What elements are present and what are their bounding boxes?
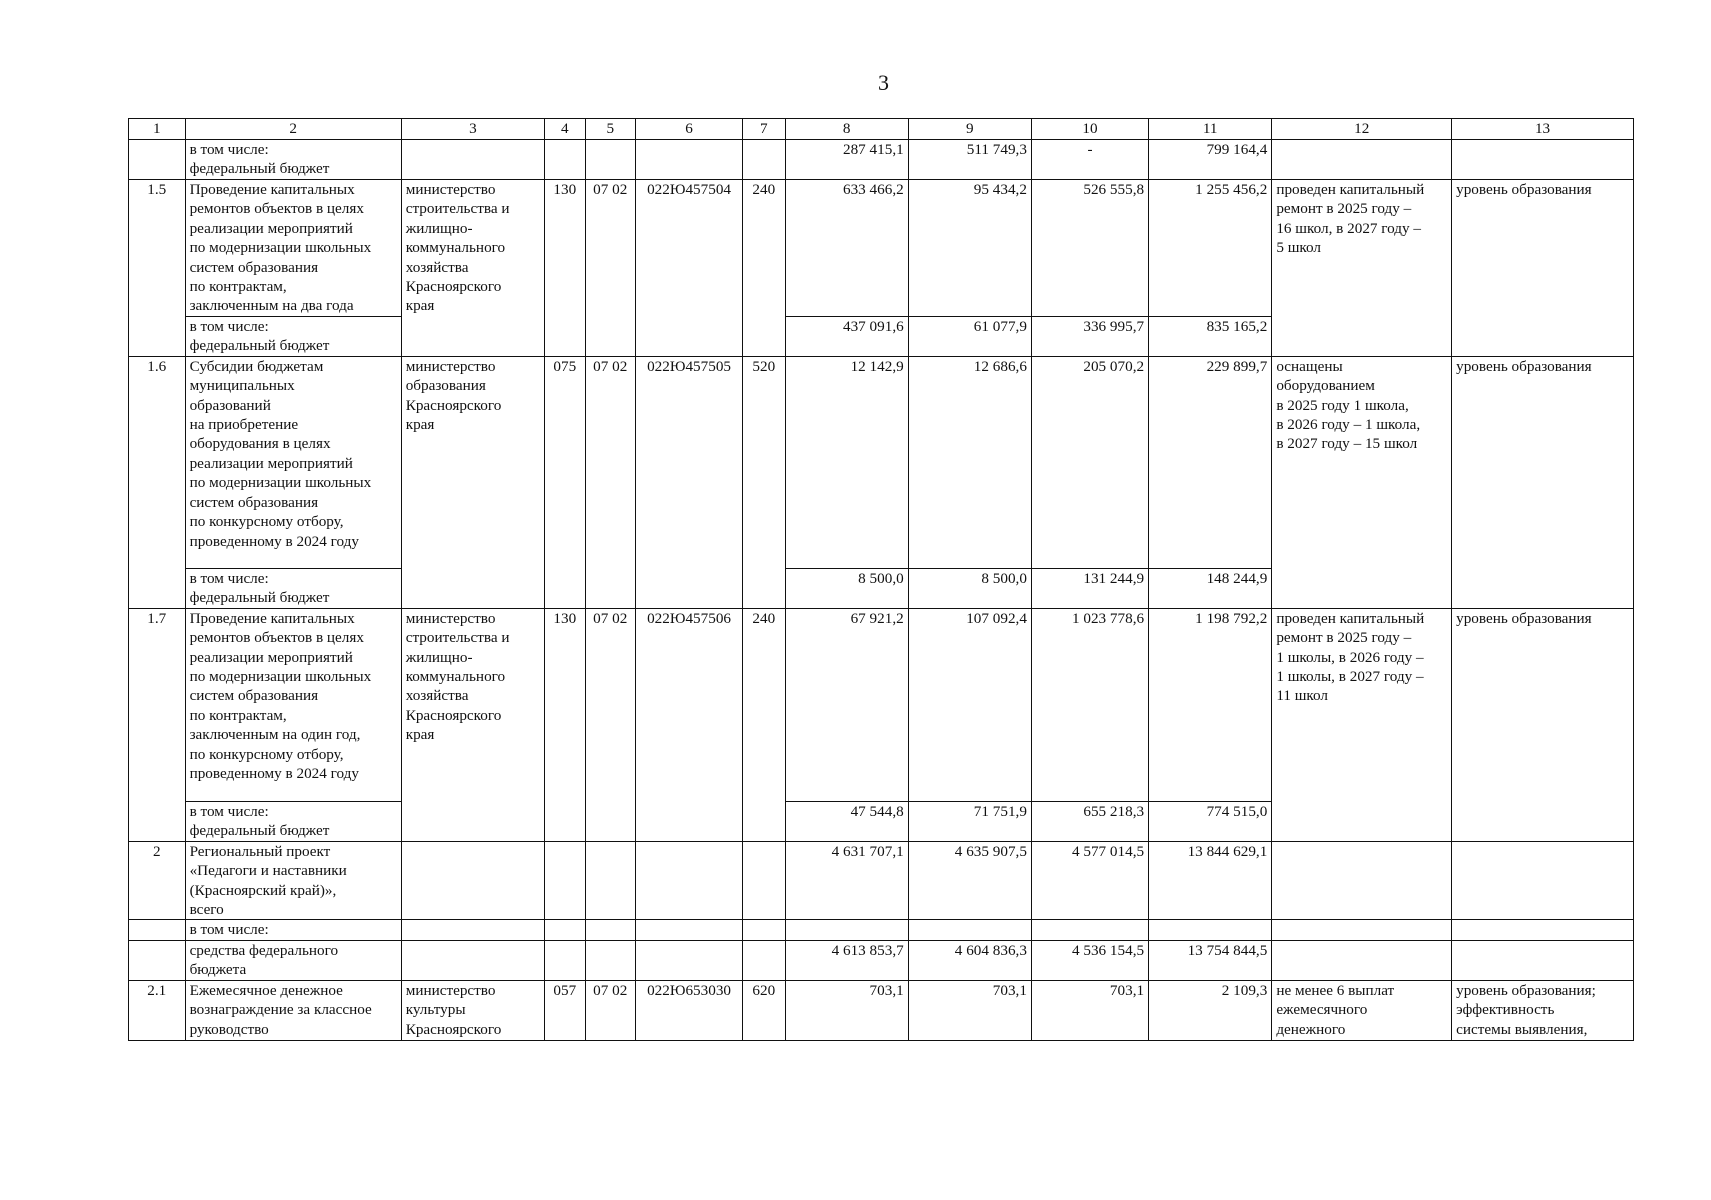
value-2026: 8 500,0: [908, 568, 1031, 608]
expected-result: проведен капитальный ремонт в 2025 году – 1 школы, в 2026 году – 1 школы, в 2027 году – 11 школ: [1272, 608, 1452, 841]
code-col4: 075: [545, 356, 585, 608]
code-col7: 240: [743, 180, 785, 357]
value-2026: 12 686,6: [908, 356, 1031, 568]
row-label: средства федерального бюджета: [185, 940, 401, 980]
expected-result: оснащены оборудованием в 2025 году 1 школа, в 2026 году – 1 школа, в 2027 году – 15 школ: [1272, 356, 1452, 608]
code-col5: 07 02: [585, 356, 636, 608]
row-number: 2: [129, 841, 186, 920]
value-2025: 437 091,6: [785, 316, 908, 356]
table-row: [129, 980, 1634, 1040]
value-2027: 4 577 014,5: [1031, 841, 1148, 920]
indicator: уровень образования: [1452, 356, 1634, 608]
column-number: 8: [785, 119, 908, 140]
column-number: 12: [1272, 119, 1452, 140]
value-2027: 703,1: [1031, 980, 1148, 1040]
value-2025: 4 631 707,1: [785, 841, 908, 920]
expected-result: проведен капитальный ремонт в 2025 году – 16 школ, в 2027 году – 5 школ: [1272, 180, 1452, 357]
code-col4: 057: [545, 980, 585, 1040]
ministry: министерство культуры Красноярского: [401, 980, 544, 1040]
column-number: 2: [185, 119, 401, 140]
value-2027: 131 244,9: [1031, 568, 1148, 608]
column-number: 4: [545, 119, 585, 140]
column-number: 6: [636, 119, 743, 140]
value-2025: 287 415,1: [785, 140, 908, 180]
value-2027: 655 218,3: [1031, 801, 1148, 841]
indicator: уровень образования: [1452, 608, 1634, 841]
value-total: 835 165,2: [1149, 316, 1272, 356]
column-number-row: [129, 119, 1634, 140]
row-number: 2.1: [129, 980, 186, 1040]
value-2027: 1 023 778,6: [1031, 608, 1148, 801]
activity-name: Проведение капитальных ремонтов объектов в целях реализации мероприятий по модернизации школьных систем образования по контрактам, заключенным на два года: [185, 180, 401, 317]
value-2026: 61 077,9: [908, 316, 1031, 356]
value-2027: 526 555,8: [1031, 180, 1148, 317]
row-label: в том числе: федеральный бюджет: [185, 801, 401, 841]
value-2025: 633 466,2: [785, 180, 908, 317]
column-number: 1: [129, 119, 186, 140]
code-col7: 240: [743, 608, 785, 841]
row-number: 1.6: [129, 356, 186, 608]
column-number: 10: [1031, 119, 1148, 140]
project-name: Региональный проект «Педагоги и наставники (Красноярский край)», всего: [185, 841, 401, 920]
value-total: 229 899,7: [1149, 356, 1272, 568]
value-2026: 95 434,2: [908, 180, 1031, 317]
value-2025: 4 613 853,7: [785, 940, 908, 980]
row-label: в том числе:: [185, 920, 401, 940]
code-col4: 130: [545, 608, 585, 841]
ministry: министерство образования Красноярского края: [401, 356, 544, 608]
row-label: в том числе: федеральный бюджет: [185, 140, 401, 180]
table-row: [129, 841, 1634, 920]
code-col6: 022Ю457506: [636, 608, 743, 841]
ministry: министерство строительства и жилищно- коммунального хозяйства Красноярского края: [401, 608, 544, 841]
code-col5: 07 02: [585, 180, 636, 357]
value-2027: 205 070,2: [1031, 356, 1148, 568]
value-2026: 703,1: [908, 980, 1031, 1040]
value-total: 2 109,3: [1149, 980, 1272, 1040]
activity-name: Проведение капитальных ремонтов объектов в целях реализации мероприятий по модернизации школьных систем образования по контрактам, заключенным на один год, по конкурсному отбору, проведенному в 2024 году: [185, 608, 401, 801]
value-2027: 4 536 154,5: [1031, 940, 1148, 980]
row-number: 1.5: [129, 180, 186, 357]
value-total: 1 255 456,2: [1149, 180, 1272, 317]
value-total: 13 754 844,5: [1149, 940, 1272, 980]
value-2026: 4 604 836,3: [908, 940, 1031, 980]
table-row: [129, 356, 1634, 568]
value-2026: 4 635 907,5: [908, 841, 1031, 920]
code-col6: 022Ю653030: [636, 980, 743, 1040]
code-col5: 07 02: [585, 980, 636, 1040]
code-col6: 022Ю457505: [636, 356, 743, 608]
value-2025: 703,1: [785, 980, 908, 1040]
code-col4: 130: [545, 180, 585, 357]
value-2025: 12 142,9: [785, 356, 908, 568]
value-2025: 67 921,2: [785, 608, 908, 801]
column-number: 11: [1149, 119, 1272, 140]
column-number: 3: [401, 119, 544, 140]
table-row: [129, 608, 1634, 801]
value-total: 148 244,9: [1149, 568, 1272, 608]
table-row: [129, 180, 1634, 317]
value-total: 13 844 629,1: [1149, 841, 1272, 920]
value-2025: 47 544,8: [785, 801, 908, 841]
column-number: 7: [743, 119, 785, 140]
value-total: 774 515,0: [1149, 801, 1272, 841]
column-number: 5: [585, 119, 636, 140]
value-2027: 336 995,7: [1031, 316, 1148, 356]
column-number: 9: [908, 119, 1031, 140]
table-row: [129, 140, 1634, 180]
code-col7: 620: [743, 980, 785, 1040]
table-row: [129, 940, 1634, 980]
value-2026: 107 092,4: [908, 608, 1031, 801]
activity-name: Ежемесячное денежное вознаграждение за классное руководство: [185, 980, 401, 1040]
expected-result: не менее 6 выплат ежемесячного денежного: [1272, 980, 1452, 1040]
column-number: 13: [1452, 119, 1634, 140]
row-label: в том числе: федеральный бюджет: [185, 568, 401, 608]
row-number: 1.7: [129, 608, 186, 841]
value-2027: -: [1031, 140, 1148, 180]
indicator: уровень образования: [1452, 180, 1634, 357]
budget-table: [128, 118, 1634, 1041]
code-col7: 520: [743, 356, 785, 608]
table-row: [129, 920, 1634, 940]
value-total: 1 198 792,2: [1149, 608, 1272, 801]
value-2026: 511 749,3: [908, 140, 1031, 180]
code-col5: 07 02: [585, 608, 636, 841]
indicator: уровень образования; эффективность системы выявления,: [1452, 980, 1634, 1040]
ministry: министерство строительства и жилищно- коммунального хозяйства Красноярского края: [401, 180, 544, 357]
code-col6: 022Ю457504: [636, 180, 743, 357]
value-total: 799 164,4: [1149, 140, 1272, 180]
activity-name: Субсидии бюджетам муниципальных образований на приобретение оборудования в целях реализации мероприятий по модернизации школьных систем образования по конкурсному отбору, проведенному в 2024 году: [185, 356, 401, 568]
value-2025: 8 500,0: [785, 568, 908, 608]
value-2026: 71 751,9: [908, 801, 1031, 841]
page-number: 3: [878, 70, 889, 95]
row-label: в том числе: федеральный бюджет: [185, 316, 401, 356]
